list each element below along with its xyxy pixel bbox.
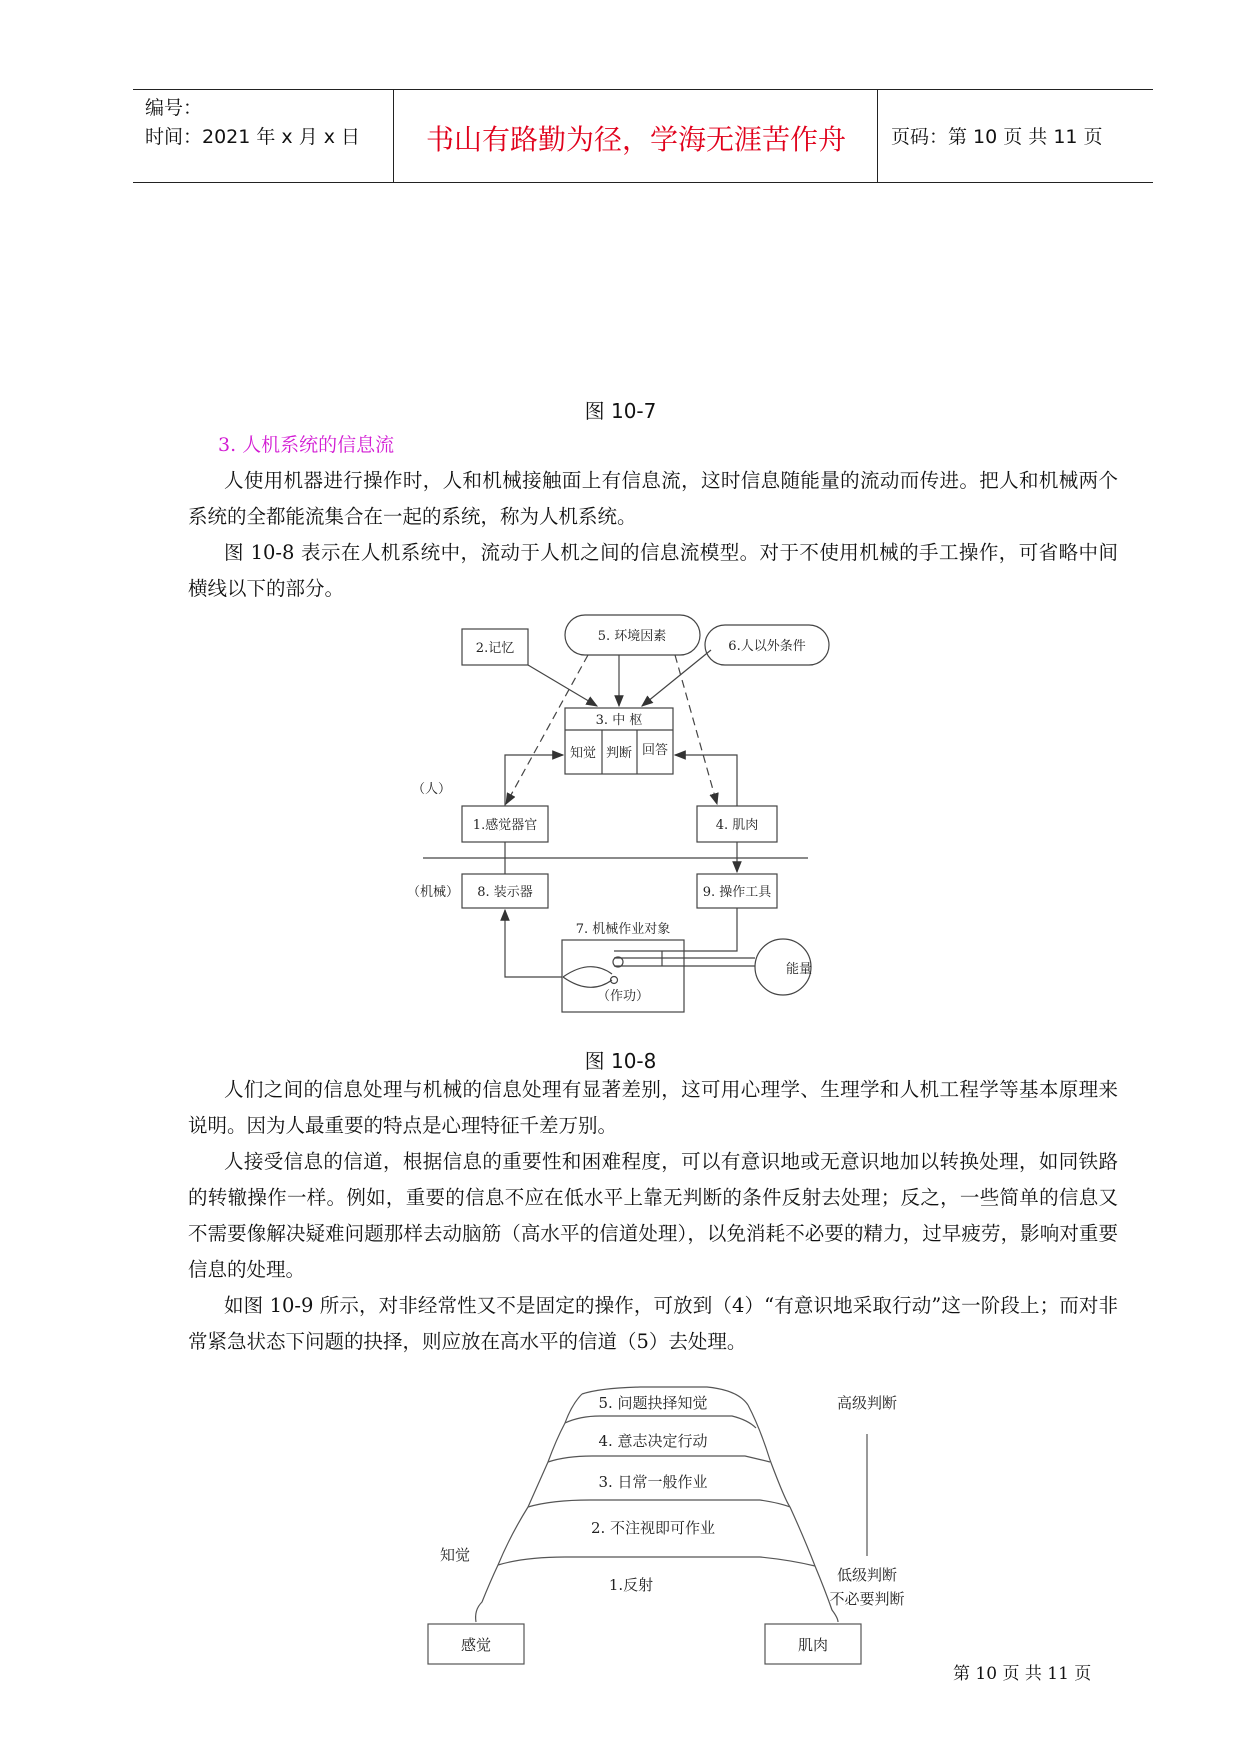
environment-label: 5. 环境因素 [597,629,667,644]
low-judgment-label: 低级判断 [836,1566,898,1584]
section-title: 3. 人机系统的信息流 [218,434,395,456]
number-label: 编号： [145,97,203,119]
level-4-label: 4. 意志决定行动 [598,1432,708,1450]
paragraph: 人使用机器进行操作时，人和机械接触面上有信息流，这时信息随能量的流动而传进。把人和机械两个系统的全都能流集合在一起的系统，称为人机系统。 [188,469,1118,528]
machine-label: （机械） [407,885,460,900]
page-footer: 第 10 页 共 11 页 [953,1664,1092,1684]
display-label: 8. 装示器 [477,885,533,900]
header-page-label: 页码：第 10 页 共 11 页 [891,126,1103,148]
high-judgment-label: 高级判断 [836,1394,898,1412]
muscle-box-label: 肌肉 [797,1636,829,1654]
paragraph: 如图 10-9 所示，对非经常性又不是固定的操作，可放到（4）“有意识地采取行动”这一阶段上；而对非常紧急状态下问题的抉择，则应放在高水平的信道（5）去处理。 [188,1294,1118,1353]
judgment-label: 判断 [605,746,633,761]
figure-caption: 图 10-7 [584,399,657,423]
time-label: 时间：2021 年 x 月 x 日 [145,126,361,148]
sense-box-label: 感觉 [460,1636,492,1654]
level-2-label: 2. 不注视即可作业 [590,1519,716,1537]
figure-caption: 图 10-8 [584,1049,657,1073]
paragraph: 人接受信息的信道，根据信息的重要性和困难程度，可以有意识地或无意识地加以转换处理，如同铁路的转辙操作一样。例如，重要的信息不应在低水平上靠无判断的条件反射去处理；反之，一些简单的信息又不需要像解决疑难问题那样去动脑筋（高水平的信道处理），以免消耗不必要的精力，过早疲劳，影响对重要信息的处理。 [188,1150,1118,1281]
perception-side-label: 知觉 [439,1546,471,1564]
muscle-label: 4. 肌肉 [715,818,759,833]
operating-tool-label: 9. 操作工具 [702,885,772,900]
level-3-label: 3. 日常一般作业 [598,1473,708,1491]
level-5-label: 5. 问题抉择知觉 [598,1394,708,1412]
sensory-organ-label: 1.感觉器官 [472,818,538,833]
external-conditions-label: 6.人以外条件 [728,639,806,654]
work-label: （作功） [596,989,650,1004]
human-label: （人） [412,782,452,797]
work-object-label: 7. 机械作业对象 [575,922,671,937]
no-judgment-label: 不必要判断 [829,1590,905,1608]
response-label: 回答 [641,743,669,758]
paragraph: 人们之间的信息处理与机械的信息处理有显著差别，这可用心理学、生理学和人机工程学等基本原理来说明。因为人最重要的特点是心理特征千差万别。 [188,1078,1118,1137]
center-label: 3. 中 枢 [595,713,643,728]
level-1-label: 1.反射 [608,1576,654,1594]
header-motto: 书山有路勤为径，学海无涯苦作舟 [425,123,846,156]
paragraph: 图 10-8 表示在人机系统中，流动于人机之间的信息流模型。对于不使用机械的手工操作，可省略中间横线以下的部分。 [188,541,1118,600]
perception-label: 知觉 [569,746,597,761]
energy-label: 能量 [785,962,813,977]
memory-label: 2.记忆 [475,641,515,656]
